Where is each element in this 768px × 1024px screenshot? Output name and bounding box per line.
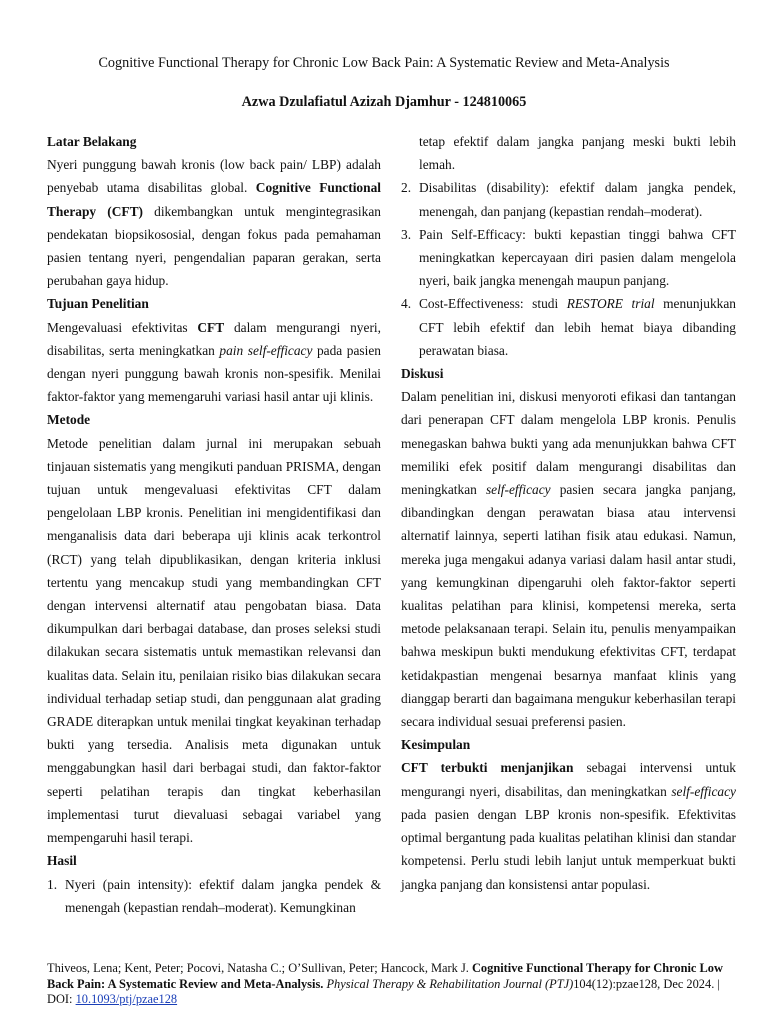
doi-link[interactable]: 10.1093/ptj/pzae128	[75, 992, 178, 1006]
paragraph-kesimpulan	[401, 756, 736, 895]
list-text: Pain Self-Efficacy: bukti kepastian tinggi bahwa CFT meningkatkan kepercayaan diri pasien dalam mengelola nyeri, baik jangka menengah maupun panjang.	[419, 226, 736, 289]
heading-diskusi: Diskusi	[401, 366, 444, 382]
list-item	[401, 176, 736, 222]
text-span: Mengevaluasi efektivitas	[47, 319, 198, 335]
text-span: pada pasien dengan LBP kronis non-spesifik. Efektivitas optimal bergantung pada kualitas pelatihan klinisi dan standar kompetensi. Perlu studi lebih lanjut untuk memperkuat bukti jangka panjang dan konsistensi antar populasi.	[401, 806, 736, 892]
text-span: pasien secara jangka panjang, dibandingkan dengan perawatan biasa atau intervensi alternatif lainnya, seperti latihan fisik atau edukasi. Namun, mereka juga mengakui adanya variasi dalam hasil antar studi, yang kemungkinan dipengaruhi oleh faktor-faktor seperti kualitas pelatihan para klinisi, kompetensi mereka, serta metode pelaksanaan terapi. Selain itu, penulis menyampaikan bahwa meskipun bukti mendukung efektivitas CFT, terdapat ketidakpastian mengenai besarnya manfaat klinis yang dianggap berarti dan bagaimana mengukur keberhasilan terapi secara individual sesuai preferensi pasien.	[401, 482, 736, 730]
list-item	[401, 223, 736, 293]
text-span: dikembangkan untuk mengintegrasikan pendekatan biopsikososial, dengan fokus pada pemahaman pasien tentang nyeri, pengendalian paparan gerakan, serta perubahan gaya hidup.	[47, 203, 381, 289]
list-text: Disabilitas (disability): efektif dalam jangka pendek, menengah, dan panjang (kepastian rendah–moderat).	[419, 180, 736, 219]
text-span: sebagai intervensi untuk mengurangi nyeri, disabilitas, dan meningkatkan	[401, 760, 736, 799]
citation-journal: Physical Therapy & Rehabilitation Journal (PTJ)	[323, 976, 574, 991]
list-number: 1.	[47, 876, 58, 892]
citation-title: Cognitive Functional Therapy for Chronic Low Back Pain: A Systematic Review and Meta-Analysis.	[47, 961, 723, 991]
italic-term: self-efficacy	[671, 783, 736, 799]
italic-term: self-efficacy	[485, 482, 551, 498]
heading-latar-belakang: Latar Belakang	[47, 134, 137, 149]
list-text: Cost-Effectiveness: studi	[419, 296, 567, 312]
paragraph-metode: Metode penelitian dalam jurnal ini merupakan sebuah tinjauan sistematis yang mengikuti panduan PRISMA, dengan tujuan untuk mengevaluasi efektivitas CFT dalam pengelolaan LBP kronis. Penelitian ini mengidentifikasi dan menganalisis data dari beberapa uji klinis acak terkontrol (RCT) yang telah dipublikasikan, dengan kriteria inklusi tertentu yang mencakup studi yang membandingkan CFT dengan intervensi alternatif atau pengobatan biasa. Data dikumpulkan dari berbagai database, dan proses seleksi studi dilakukan secara sistematis untuk memastikan relevansi dan kualitas data. Selain itu, penilaian risiko bias dilakukan secara individual terhadap setiap studi, dan penggunaan alat grading GRADE diterapkan untuk menilai tingkat keyakinan terhadap bukti yang tersedia. Analisis meta digunakan untuk menggabungkan hasil dari berbagai studi, dan faktor-faktor seperti pelatihan terapis dan tingkat keberhasilan implementasi turut dievaluasi sebagai variabel yang mempengaruhi hasil terapi.	[47, 435, 381, 846]
heading-tujuan: Tujuan Penelitian	[47, 296, 149, 312]
list-number: 2.	[401, 180, 412, 196]
list-number: 3.	[401, 226, 412, 242]
list-text: Nyeri (pain intensity): efektif dalam jangka pendek & menengah (kepastian rendah–moderat). Kemungkinan	[65, 876, 381, 915]
heading-kesimpulan: Kesimpulan	[401, 737, 471, 753]
citation-footer	[47, 961, 737, 1008]
citation-details: 104(12):pzae128, Dec 2024. | DOI:	[47, 976, 720, 1006]
left-column	[47, 130, 381, 919]
hasil-list-continued	[401, 176, 736, 362]
paragraph-tujuan	[47, 316, 381, 409]
document-title: Cognitive Functional Therapy for Chronic Low Back Pain: A Systematic Review and Meta-Analysis	[98, 55, 670, 71]
heading-hasil: Hasil	[47, 853, 77, 869]
list-item-continuation: tetap efektif dalam jangka panjang meski bukti lebih lemah.	[419, 134, 736, 173]
hasil-list	[47, 873, 381, 919]
text-span: Nyeri punggung bawah kronis (low back pain/ LBP) adalah penyebab utama disabilitas global.	[47, 157, 381, 196]
bold-term-cft: Cognitive Functional Therapy (CFT)	[47, 180, 381, 219]
italic-term: RESTORE trial	[566, 296, 655, 312]
text-span: Dalam penelitian ini, diskusi menyoroti efikasi dan tantangan dari penerapan CFT dalam mengelola LBP kronis. Penulis menegaskan bahwa bukti yang ada menunjukkan bahwa CFT memiliki efek positif dalam mengurangi disabilitas dan meningkatkan	[401, 389, 736, 498]
heading-metode: Metode	[47, 412, 91, 428]
list-text: menunjukkan CFT lebih efektif dan lebih hemat biaya dibanding perawatan biasa.	[419, 296, 736, 358]
italic-term: pain self-efficacy	[219, 342, 313, 358]
text-span: pada pasien dengan nyeri punggung bawah kronis non-spesifik. Menilai faktor-faktor yang memengaruhi variasi hasil antar uji klinis.	[47, 342, 381, 405]
bold-term: CFT terbukti menjanjikan	[401, 760, 574, 776]
list-item	[401, 292, 736, 362]
author-line: Azwa Dzulafiatul Azizah Djamhur - 124810065	[241, 94, 527, 110]
bold-term: CFT	[197, 319, 225, 335]
list-item	[47, 873, 381, 919]
paragraph-diskusi	[401, 385, 736, 733]
right-column	[401, 130, 736, 896]
citation-authors: Thiveos, Lena; Kent, Peter; Pocovi, Natasha C.; O’Sullivan, Peter; Hancock, Mark J.	[47, 961, 472, 975]
text-span: dalam mengurangi nyeri, disabilitas, serta meningkatkan	[47, 319, 381, 358]
paragraph-latar-belakang	[47, 153, 381, 292]
list-number: 4.	[401, 296, 412, 312]
